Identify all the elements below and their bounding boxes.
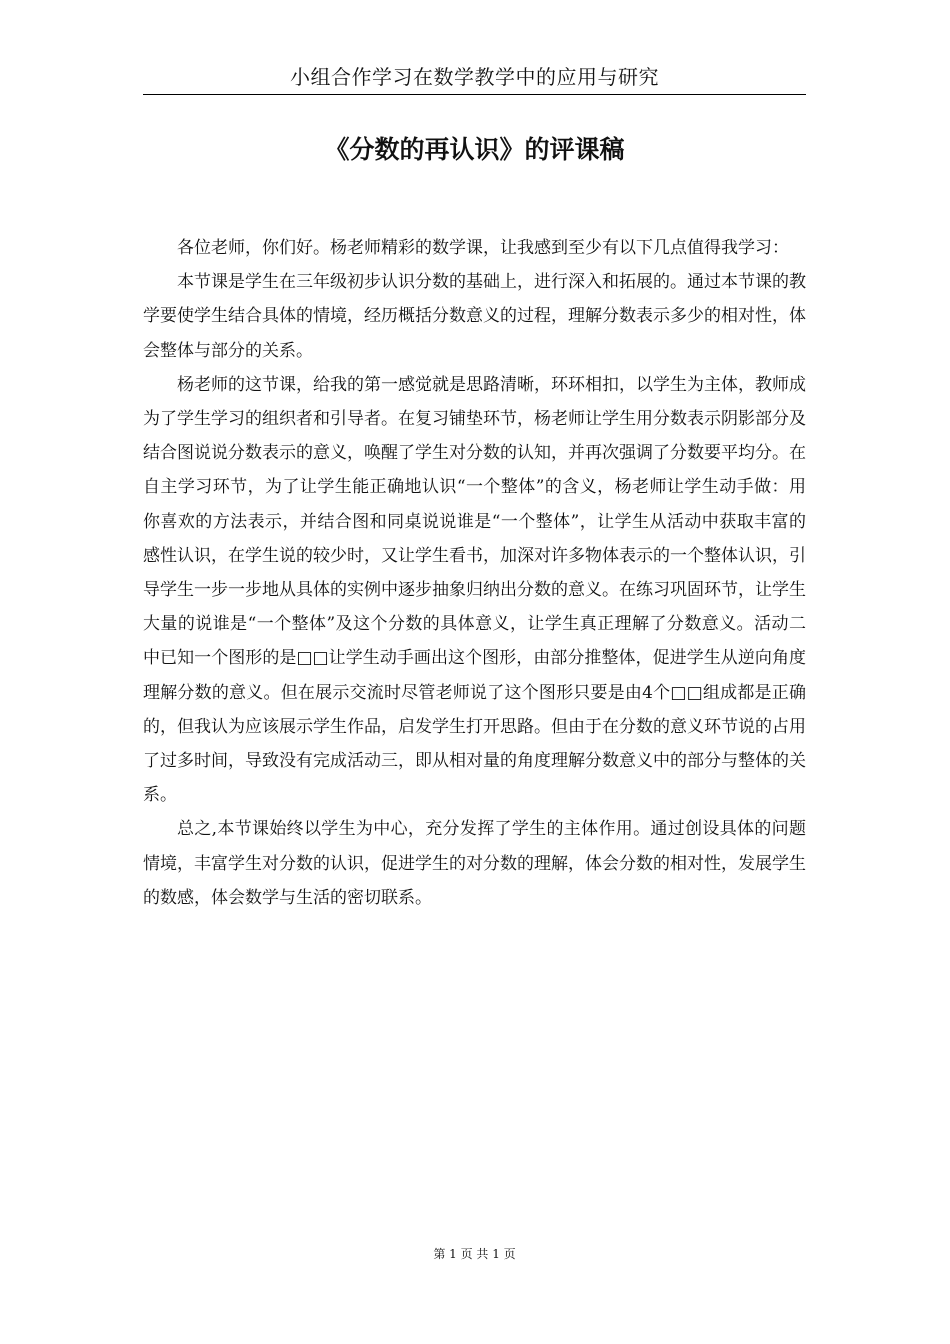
paragraph-greeting: 各位老师，你们好。杨老师精彩的数学课，让我感到至少有以下几点值得我学习： <box>177 238 789 258</box>
document-title: 《分数的再认识》的评课稿 <box>324 135 625 164</box>
running-header: 小组合作学习在数学教学中的应用与研究 <box>143 60 806 95</box>
paragraph-lesson-goal: 本节课是学生在三年级初步认识分数的基础上，进行深入和拓展的。通过本节课的教学要使学生结合具体的情境，经历概括分数意义的过程，理解分数表示多少的相对性，体会整体与部分的关系。 <box>143 272 806 361</box>
paragraph-lesson-review: 杨老师的这节课，给我的第一感觉就是思路清晰，环环相扣，以学生为主体，教师成为了学生学习的组织者和引导者。在复习铺垫环节，杨老师让学生用分数表示阴影部分及结合图说说分数表示的意义，唤醒了学生对分数的认知，并再次强调了分数要平均分。在自主学习环节，为了让学生能正确地认识“一个整体”的含义，杨老师让学生动手做：用你喜欢的方法表示，并结合图和同桌说说谁是“一个整体”，让学生从活动中获取丰富的感性认识，在学生说的较少时，又让学生看书，加深对许多物体表示的一个整体认识，引导学生一步一步地从具体的实例中逐步抽象归纳出分数的意义。在练习巩固环节，让学生大量的说谁是“一个整体”及这个分数的具体意义，让学生真正理解了分数意义。活动二中已知一个图形的是□□让学生动手画出这个图形，由部分推整体，促进学生从逆向角度理解分数的意义。但在展示交流时尽管老师说了这个图形只要是由4个□□组成都是正确的，但我认为应该展示学生作品，启发学生打开思路。但由于在分数的意义环节说的占用了过多时间，导致没有完成活动三，即从相对量的角度理解分数意义中的部分与整体的关系。 <box>143 374 806 806</box>
page-number-footer: 第 1 页 共 1 页 <box>433 1247 516 1261</box>
paragraph-summary: 总之,本节课始终以学生为中心，充分发挥了学生的主体作用。通过创设具体的问题情境，丰富学生对分数的认识，促进学生的对分数的理解，体会分数的相对性，发展学生的数感，体会数学与生活的密切联系。 <box>143 819 806 908</box>
document-body <box>143 231 806 915</box>
